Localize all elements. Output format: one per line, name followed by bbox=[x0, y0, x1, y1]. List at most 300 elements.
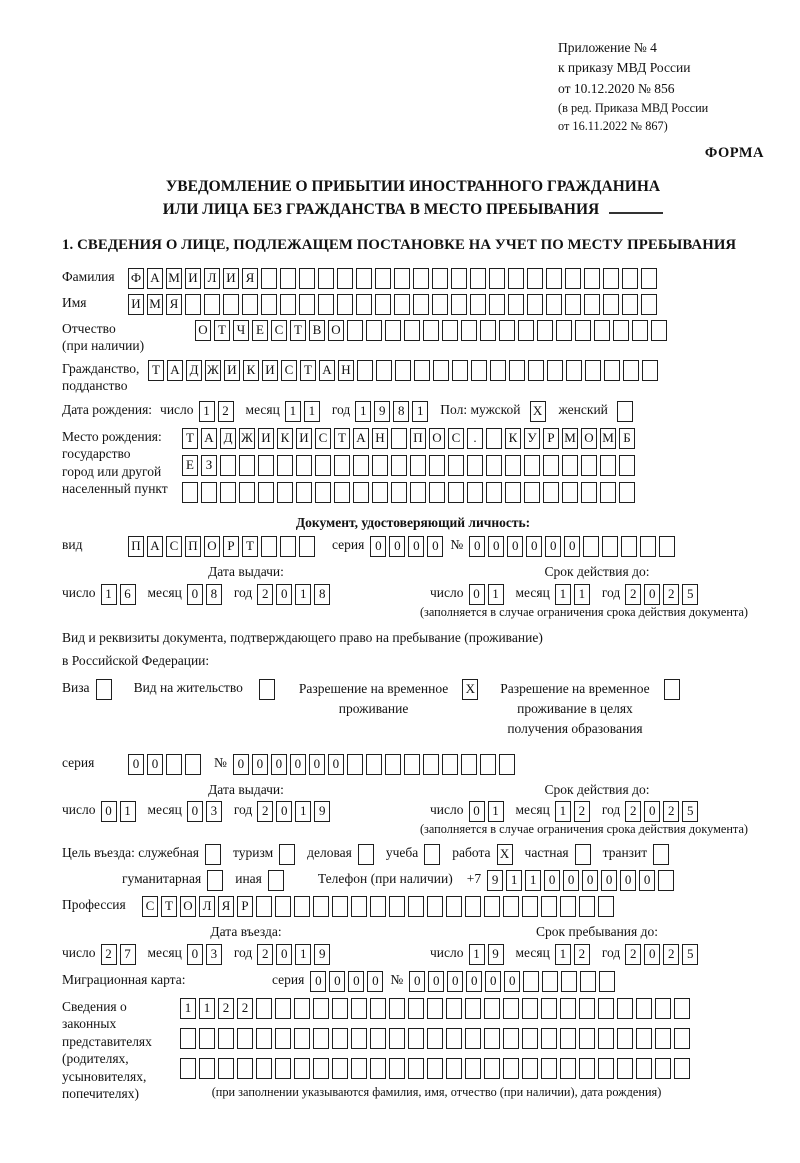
char-cell: И bbox=[224, 360, 240, 381]
entry-date-label: Дата въезда: bbox=[210, 924, 282, 940]
char-cell bbox=[600, 482, 616, 503]
char-cell bbox=[391, 482, 407, 503]
checkbox-female bbox=[617, 401, 633, 422]
char-cell: М bbox=[166, 268, 182, 289]
char-cell bbox=[220, 455, 236, 476]
char-cell bbox=[566, 360, 582, 381]
residence-permit-options bbox=[62, 679, 764, 740]
char-cell: 6 bbox=[120, 584, 136, 605]
char-cell: Ж bbox=[205, 360, 221, 381]
char-cell bbox=[408, 896, 424, 917]
migration-card-label: Миграционная карта: bbox=[62, 971, 186, 987]
birth-place-label: Место рождения: государство город или другой населенный пункт bbox=[62, 428, 168, 497]
char-cell bbox=[579, 998, 595, 1019]
surname-cells bbox=[128, 268, 660, 289]
char-cell: 0 bbox=[428, 971, 444, 992]
char-cell bbox=[522, 1058, 538, 1079]
char-cell: 9 bbox=[314, 801, 330, 822]
char-cell: К bbox=[277, 428, 293, 449]
permit-number-cells bbox=[233, 754, 518, 775]
char-cell: 0 bbox=[488, 536, 504, 557]
char-cell: М bbox=[147, 294, 163, 315]
char-cell: 9 bbox=[488, 944, 504, 965]
char-cell: 0 bbox=[447, 971, 463, 992]
char-cell bbox=[602, 536, 618, 557]
checkbox-private bbox=[575, 844, 591, 865]
char-cell bbox=[353, 455, 369, 476]
char-cell bbox=[280, 268, 296, 289]
char-cell bbox=[218, 1028, 234, 1049]
legal-row3 bbox=[180, 1058, 693, 1079]
char-cell: К bbox=[243, 360, 259, 381]
checkbox-humanitarian bbox=[207, 870, 223, 891]
char-cell: А bbox=[167, 360, 183, 381]
permit-series-cells bbox=[128, 754, 204, 775]
purpose-tourism-option: туризм bbox=[233, 844, 298, 865]
char-cell bbox=[470, 294, 486, 315]
char-cell bbox=[522, 896, 538, 917]
char-cell bbox=[527, 268, 543, 289]
char-cell bbox=[641, 294, 657, 315]
char-cell: Р bbox=[223, 536, 239, 557]
char-cell bbox=[372, 455, 388, 476]
char-cell bbox=[370, 1058, 386, 1079]
char-cell bbox=[413, 294, 429, 315]
surname-row bbox=[62, 268, 764, 289]
char-cell bbox=[613, 320, 629, 341]
birth-day-cells bbox=[199, 401, 237, 422]
char-cell: 2 bbox=[257, 584, 273, 605]
regulation-annotation bbox=[558, 38, 778, 136]
char-cell: А bbox=[147, 536, 163, 557]
char-cell: 0 bbox=[367, 971, 383, 992]
char-cell: 0 bbox=[147, 754, 163, 775]
char-cell: Я bbox=[242, 268, 258, 289]
char-cell bbox=[560, 998, 576, 1019]
char-cell bbox=[452, 360, 468, 381]
char-cell bbox=[546, 294, 562, 315]
char-cell: О bbox=[328, 320, 344, 341]
char-cell: 9 bbox=[374, 401, 390, 422]
char-cell: 0 bbox=[620, 870, 636, 891]
char-cell bbox=[659, 536, 675, 557]
char-cell: 1 bbox=[295, 584, 311, 605]
form-title-line1: УВЕДОМЛЕНИЕ О ПРИБЫТИИ ИНОСТРАННОГО ГРАЖДАНИНА bbox=[165, 178, 661, 196]
char-cell: 0 bbox=[408, 536, 424, 557]
char-cell: П bbox=[185, 536, 201, 557]
char-cell bbox=[334, 482, 350, 503]
day-label: число bbox=[160, 401, 194, 417]
char-cell bbox=[565, 294, 581, 315]
checkbox-male: X bbox=[530, 401, 546, 422]
checkbox-work: X bbox=[497, 844, 513, 865]
char-cell bbox=[427, 1058, 443, 1079]
char-cell bbox=[524, 482, 540, 503]
char-cell bbox=[583, 536, 599, 557]
char-cell: Р bbox=[543, 428, 559, 449]
char-cell bbox=[423, 320, 439, 341]
char-cell bbox=[389, 998, 405, 1019]
char-cell bbox=[622, 294, 638, 315]
char-cell: Т bbox=[148, 360, 164, 381]
char-cell bbox=[603, 294, 619, 315]
char-cell: А bbox=[201, 428, 217, 449]
char-cell: 0 bbox=[644, 944, 660, 965]
char-cell bbox=[410, 482, 426, 503]
permit-dates-line: Дата выдачи: число 0 1 месяц 0 3 год 2 0 1 9 Срок действия до: число 0 1 месяц 1 2 год 2 0 2 5 bbox=[62, 781, 764, 823]
char-cell bbox=[470, 268, 486, 289]
char-cell bbox=[180, 1028, 196, 1049]
stay-until-label: Срок пребывания до: bbox=[536, 924, 658, 940]
char-cell bbox=[356, 294, 372, 315]
purpose-work-option: работа X bbox=[452, 844, 515, 865]
char-cell: 0 bbox=[290, 754, 306, 775]
char-cell bbox=[313, 896, 329, 917]
char-cell bbox=[408, 998, 424, 1019]
char-cell bbox=[528, 360, 544, 381]
char-cell bbox=[182, 482, 198, 503]
doc-issue-year-cells bbox=[257, 584, 333, 605]
checkbox-temp-residence: X bbox=[462, 679, 478, 700]
char-cell bbox=[484, 896, 500, 917]
char-cell: Т bbox=[242, 536, 258, 557]
char-cell: 2 bbox=[625, 944, 641, 965]
patronymic-row bbox=[62, 320, 764, 355]
legal-note: (при заполнении указываются фамилия, имя, отчество (при наличии), дата рождения) bbox=[211, 1084, 662, 1099]
permit-issue-year-cells bbox=[257, 801, 333, 822]
char-cell bbox=[299, 268, 315, 289]
char-cell: 2 bbox=[574, 801, 590, 822]
char-cell bbox=[674, 998, 690, 1019]
char-cell: 2 bbox=[663, 584, 679, 605]
permit-series-row bbox=[62, 754, 764, 775]
purpose-study-option: учеба bbox=[386, 844, 443, 865]
char-cell: 0 bbox=[469, 801, 485, 822]
char-cell bbox=[522, 1028, 538, 1049]
char-cell bbox=[527, 294, 543, 315]
char-cell: 1 bbox=[555, 584, 571, 605]
char-cell: 1 bbox=[199, 998, 215, 1019]
char-cell bbox=[561, 971, 577, 992]
char-cell: Т bbox=[161, 896, 177, 917]
char-cell: И bbox=[262, 360, 278, 381]
checkbox-transit bbox=[653, 844, 669, 865]
phone-cells bbox=[487, 870, 677, 891]
char-cell: 0 bbox=[276, 944, 292, 965]
migration-card-row bbox=[62, 971, 764, 992]
char-cell: 0 bbox=[101, 801, 117, 822]
char-cell: 8 bbox=[314, 584, 330, 605]
char-cell bbox=[258, 482, 274, 503]
char-cell bbox=[166, 754, 182, 775]
char-cell: 2 bbox=[237, 998, 253, 1019]
char-cell bbox=[541, 998, 557, 1019]
char-cell bbox=[575, 320, 591, 341]
permit-valid-month-cells bbox=[555, 801, 593, 822]
char-cell: 0 bbox=[601, 870, 617, 891]
char-cell: О bbox=[429, 428, 445, 449]
char-cell bbox=[414, 360, 430, 381]
char-cell bbox=[370, 896, 386, 917]
annotation-line: от 10.12.2020 № 856 bbox=[558, 80, 675, 96]
char-cell bbox=[542, 971, 558, 992]
char-cell: 1 bbox=[295, 944, 311, 965]
char-cell: А bbox=[353, 428, 369, 449]
char-cell bbox=[391, 428, 407, 449]
char-cell bbox=[603, 268, 619, 289]
birth-date-row bbox=[62, 401, 764, 422]
char-cell bbox=[332, 1028, 348, 1049]
char-cell: 0 bbox=[644, 801, 660, 822]
char-cell bbox=[318, 294, 334, 315]
char-cell bbox=[598, 998, 614, 1019]
char-cell bbox=[347, 320, 363, 341]
annotation-line: (в ред. Приказа МВД России bbox=[558, 100, 709, 115]
char-cell bbox=[546, 268, 562, 289]
char-cell bbox=[218, 1058, 234, 1079]
doc-valid-year-cells bbox=[625, 584, 701, 605]
checkbox-temp-residence-edu bbox=[664, 679, 680, 700]
char-cell bbox=[375, 268, 391, 289]
char-cell bbox=[242, 294, 258, 315]
char-cell bbox=[294, 998, 310, 1019]
char-cell bbox=[375, 294, 391, 315]
char-cell bbox=[413, 268, 429, 289]
char-cell bbox=[518, 320, 534, 341]
char-cell bbox=[389, 1028, 405, 1049]
stay-year-cells bbox=[625, 944, 701, 965]
char-cell: 5 bbox=[682, 801, 698, 822]
mig-series-label: серия bbox=[272, 971, 305, 987]
char-cell bbox=[432, 294, 448, 315]
char-cell bbox=[448, 455, 464, 476]
char-cell: 5 bbox=[682, 944, 698, 965]
char-cell: 0 bbox=[309, 754, 325, 775]
char-cell: З bbox=[201, 455, 217, 476]
char-cell bbox=[599, 971, 615, 992]
char-cell: Т bbox=[182, 428, 198, 449]
char-cell: 0 bbox=[582, 870, 598, 891]
char-cell bbox=[543, 455, 559, 476]
char-cell: С bbox=[281, 360, 297, 381]
char-cell bbox=[674, 1058, 690, 1079]
char-cell bbox=[366, 754, 382, 775]
purpose-humanitarian-option: гуманитарная bbox=[122, 870, 226, 891]
char-cell bbox=[237, 1028, 253, 1049]
char-cell bbox=[275, 1028, 291, 1049]
char-cell bbox=[503, 1028, 519, 1049]
char-cell bbox=[185, 754, 201, 775]
surname-label: Фамилия bbox=[62, 268, 115, 284]
char-cell bbox=[499, 320, 515, 341]
char-cell bbox=[484, 1028, 500, 1049]
char-cell bbox=[556, 320, 572, 341]
char-cell: 0 bbox=[389, 536, 405, 557]
char-cell: С bbox=[142, 896, 158, 917]
char-cell bbox=[261, 268, 277, 289]
char-cell bbox=[565, 268, 581, 289]
char-cell bbox=[315, 455, 331, 476]
char-cell: О bbox=[180, 896, 196, 917]
char-cell bbox=[446, 998, 462, 1019]
month-label: месяц bbox=[245, 401, 280, 417]
char-cell bbox=[220, 482, 236, 503]
legal-row2 bbox=[180, 1028, 693, 1049]
name-row bbox=[62, 294, 764, 315]
char-cell bbox=[617, 998, 633, 1019]
char-cell bbox=[467, 455, 483, 476]
char-cell: 0 bbox=[187, 944, 203, 965]
citizenship-row bbox=[62, 360, 764, 395]
char-cell: 0 bbox=[639, 870, 655, 891]
char-cell: 0 bbox=[276, 584, 292, 605]
char-cell bbox=[636, 1028, 652, 1049]
char-cell: С bbox=[448, 428, 464, 449]
char-cell bbox=[389, 1058, 405, 1079]
permit-valid-year-cells bbox=[625, 801, 701, 822]
birth-place-row2 bbox=[182, 455, 638, 476]
char-cell bbox=[581, 482, 597, 503]
char-cell: Д bbox=[186, 360, 202, 381]
char-cell bbox=[446, 1058, 462, 1079]
char-cell: С bbox=[315, 428, 331, 449]
char-cell bbox=[505, 455, 521, 476]
char-cell bbox=[465, 998, 481, 1019]
checkbox-study bbox=[424, 844, 440, 865]
char-cell: Я bbox=[166, 294, 182, 315]
char-cell: 5 bbox=[682, 584, 698, 605]
char-cell bbox=[585, 360, 601, 381]
char-cell bbox=[423, 754, 439, 775]
char-cell bbox=[446, 896, 462, 917]
char-cell: В bbox=[309, 320, 325, 341]
char-cell: 0 bbox=[466, 971, 482, 992]
char-cell bbox=[357, 360, 373, 381]
char-cell: 0 bbox=[328, 754, 344, 775]
char-cell: 0 bbox=[128, 754, 144, 775]
permit-issue-day-cells bbox=[101, 801, 139, 822]
char-cell bbox=[427, 1028, 443, 1049]
char-cell bbox=[655, 1058, 671, 1079]
char-cell: 0 bbox=[271, 754, 287, 775]
char-cell: 1 bbox=[488, 801, 504, 822]
char-cell: 0 bbox=[427, 536, 443, 557]
checkbox-visa bbox=[96, 679, 112, 700]
char-cell bbox=[372, 482, 388, 503]
char-cell: 1 bbox=[469, 944, 485, 965]
char-cell bbox=[541, 1028, 557, 1049]
mig-number-label: № bbox=[390, 971, 404, 987]
char-cell: И bbox=[185, 268, 201, 289]
patronymic-label: Отчество (при наличии) bbox=[62, 320, 145, 354]
char-cell: 9 bbox=[487, 870, 503, 891]
char-cell bbox=[636, 998, 652, 1019]
section1-heading: 1. СВЕДЕНИЯ О ЛИЦЕ, ПОДЛЕЖАЩЕМ ПОСТАНОВКЕ НА УЧЕТ ПО МЕСТУ ПРЕБЫВАНИЯ bbox=[62, 237, 737, 254]
char-cell: 1 bbox=[285, 401, 301, 422]
char-cell: Б bbox=[619, 428, 635, 449]
char-cell: У bbox=[524, 428, 540, 449]
char-cell: 1 bbox=[555, 801, 571, 822]
char-cell bbox=[522, 998, 538, 1019]
purpose-private-option: частная bbox=[525, 844, 594, 865]
char-cell: 1 bbox=[355, 401, 371, 422]
char-cell: 0 bbox=[252, 754, 268, 775]
birth-place-row3 bbox=[182, 482, 638, 503]
char-cell bbox=[299, 294, 315, 315]
char-cell: М bbox=[600, 428, 616, 449]
char-cell bbox=[237, 1058, 253, 1079]
char-cell: 1 bbox=[120, 801, 136, 822]
char-cell bbox=[294, 896, 310, 917]
char-cell bbox=[446, 1028, 462, 1049]
char-cell bbox=[334, 455, 350, 476]
char-cell bbox=[465, 1028, 481, 1049]
char-cell bbox=[223, 294, 239, 315]
char-cell bbox=[523, 971, 539, 992]
char-cell bbox=[486, 428, 502, 449]
char-cell: 2 bbox=[218, 998, 234, 1019]
char-cell bbox=[280, 536, 296, 557]
char-cell: 0 bbox=[187, 801, 203, 822]
permit-series-label: серия bbox=[62, 754, 95, 770]
form-title-line2: ИЛИ ЛИЦА БЕЗ ГРАЖДАНСТВА В МЕСТО ПРЕБЫВАНИЯ bbox=[62, 199, 764, 221]
char-cell bbox=[655, 998, 671, 1019]
char-cell: Т bbox=[334, 428, 350, 449]
char-cell bbox=[489, 268, 505, 289]
birth-date-label: Дата рождения: bbox=[62, 401, 153, 417]
char-cell bbox=[313, 998, 329, 1019]
char-cell: 0 bbox=[469, 584, 485, 605]
legal-representatives-block bbox=[62, 998, 764, 1105]
char-cell bbox=[640, 536, 656, 557]
char-cell: 3 bbox=[206, 944, 222, 965]
purpose-official-option: Цель въезда: служебная bbox=[62, 844, 224, 865]
char-cell bbox=[560, 1028, 576, 1049]
char-cell bbox=[617, 1028, 633, 1049]
char-cell bbox=[391, 455, 407, 476]
char-cell bbox=[642, 360, 658, 381]
char-cell bbox=[621, 536, 637, 557]
char-cell: 8 bbox=[206, 584, 222, 605]
char-cell bbox=[332, 998, 348, 1019]
patronymic-cells bbox=[195, 320, 670, 341]
char-cell bbox=[275, 1058, 291, 1079]
char-cell bbox=[486, 455, 502, 476]
char-cell bbox=[185, 294, 201, 315]
char-cell bbox=[543, 482, 559, 503]
char-cell bbox=[376, 360, 392, 381]
char-cell bbox=[275, 998, 291, 1019]
char-cell bbox=[385, 754, 401, 775]
year-label: год bbox=[331, 401, 351, 417]
char-cell bbox=[351, 1058, 367, 1079]
char-cell bbox=[623, 360, 639, 381]
char-cell: 1 bbox=[199, 401, 215, 422]
checkbox-residence-permit bbox=[259, 679, 275, 700]
char-cell: К bbox=[505, 428, 521, 449]
checkbox-business bbox=[358, 844, 374, 865]
char-cell: 1 bbox=[304, 401, 320, 422]
char-cell: 2 bbox=[101, 944, 117, 965]
doc-series-label: серия bbox=[332, 537, 365, 553]
char-cell bbox=[509, 360, 525, 381]
entry-day-cells bbox=[101, 944, 139, 965]
char-cell: И bbox=[128, 294, 144, 315]
char-cell bbox=[353, 482, 369, 503]
visa-option: Виза bbox=[62, 679, 115, 700]
sex-female-label: женский bbox=[558, 401, 608, 417]
char-cell bbox=[674, 1028, 690, 1049]
